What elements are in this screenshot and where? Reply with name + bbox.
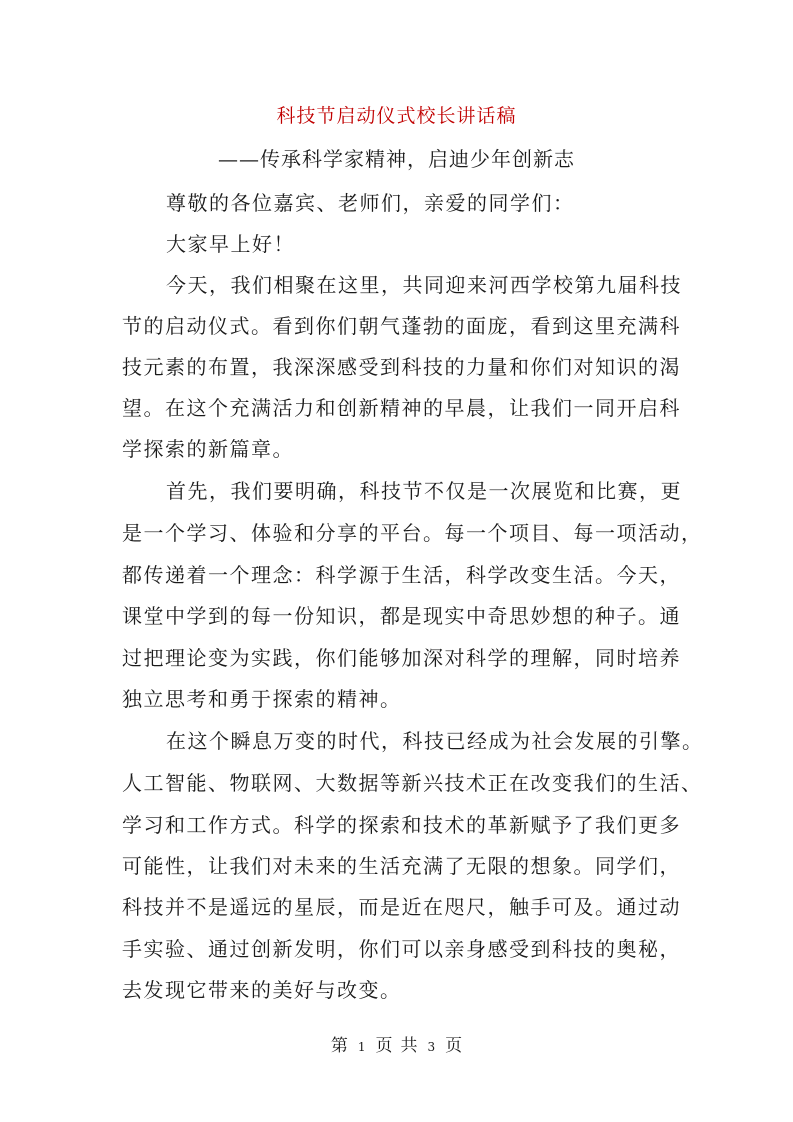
- paragraph-2-line-1: 首先，我们要明确，科技节不仅是一次展览和比赛，更: [166, 479, 682, 503]
- document-title: 科技节启动仪式校长讲话稿: [276, 105, 517, 127]
- paragraph-3-line-2: 人工智能、物联网、大数据等新兴技术正在改变我们的生活、: [122, 771, 703, 795]
- footer-suffix: 页: [445, 1036, 463, 1056]
- paragraph-2-line-4: 课堂中学到的每一份知识，都是现实中奇思妙想的种子。通: [122, 604, 681, 628]
- paragraph-2-line-5: 过把理论变为实践，你们能够加深对科学的理解，同时培养: [122, 646, 681, 670]
- footer-page-number: 1: [357, 1040, 366, 1054]
- paragraph-3-line-3: 学习和工作方式。科学的探索和技术的革新赋予了我们更多: [122, 813, 681, 837]
- paragraph-1-line-1: 今天，我们相聚在这里，共同迎来河西学校第九届科技: [166, 273, 682, 297]
- document-subtitle: ——传承科学家精神，启迪少年创新志: [218, 147, 575, 171]
- salutation: 尊敬的各位嘉宾、老师们，亲爱的同学们：: [166, 191, 575, 215]
- footer-total-pages: 3: [427, 1040, 436, 1054]
- paragraph-2-line-3: 都传递着一个理念：科学源于生活，科学改变生活。今天，: [122, 563, 681, 587]
- paragraph-3-line-5: 科技并不是遥远的星辰，而是近在咫尺，触手可及。通过动: [122, 895, 681, 919]
- page-footer: [0, 1034, 793, 1059]
- paragraph-1-line-5: 学探索的新篇章。: [122, 437, 294, 461]
- paragraph-3-line-1: 在这个瞬息万变的时代，科技已经成为社会发展的引擎。: [166, 729, 704, 753]
- greeting: 大家早上好！: [166, 232, 295, 256]
- paragraph-1-line-2: 节的启动仪式。看到你们朝气蓬勃的面庞，看到这里充满科: [122, 314, 681, 338]
- paragraph-3-line-6: 手实验、通过创新发明，你们可以亲身感受到科技的奥秘，: [122, 937, 681, 961]
- footer-middle-1: 页: [375, 1036, 393, 1056]
- footer-prefix: 第: [330, 1036, 348, 1056]
- footer-middle-2: 共: [400, 1036, 418, 1056]
- paragraph-3-line-7: 去发现它带来的美好与改变。: [122, 978, 402, 1002]
- paragraph-2-line-2: 是一个学习、体验和分享的平台。每一个项目、每一项活动，: [122, 521, 703, 545]
- paragraph-1-line-4: 望。在这个充满活力和创新精神的早晨，让我们一同开启科: [122, 396, 681, 420]
- paragraph-1-line-3: 技元素的布置，我深深感受到科技的力量和你们对知识的渴: [122, 355, 681, 379]
- paragraph-3-line-4: 可能性，让我们对未来的生活充满了无限的想象。同学们，: [122, 854, 681, 878]
- paragraph-2-line-6: 独立思考和勇于探索的精神。: [122, 687, 402, 711]
